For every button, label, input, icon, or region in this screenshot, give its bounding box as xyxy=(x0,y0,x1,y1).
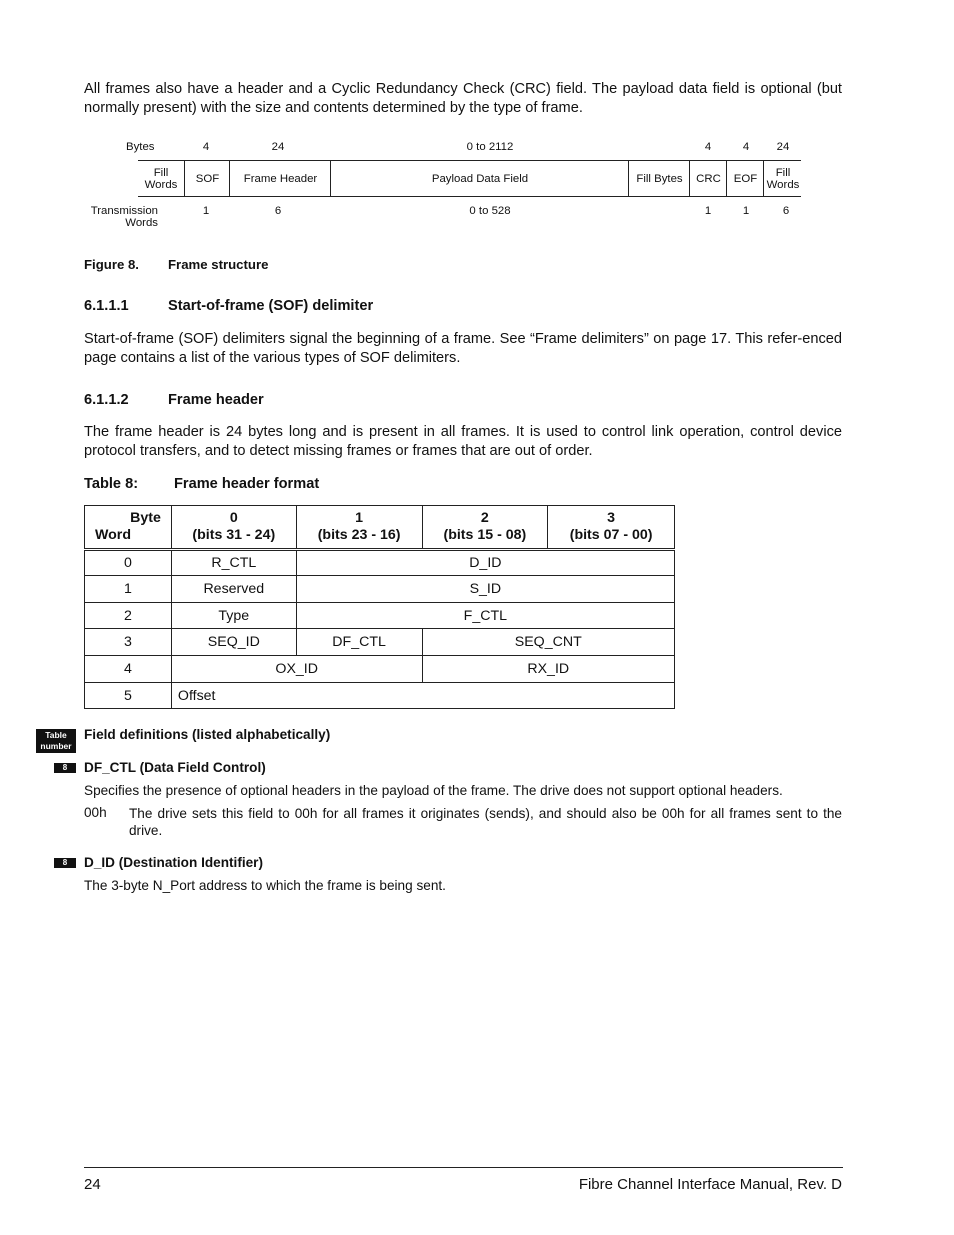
page-number: 24 xyxy=(84,1176,101,1193)
column-bits: (bits 23 - 16) xyxy=(317,527,401,543)
words-crc: 1 xyxy=(704,205,712,217)
d-id-description: The 3-byte N_Port address to which the frame is being sent. xyxy=(84,878,446,893)
column-header xyxy=(296,506,422,550)
frame-bottom-line xyxy=(138,196,801,197)
words-eof: 1 xyxy=(742,205,750,217)
table-row xyxy=(85,550,675,576)
word-number: 3 xyxy=(85,629,172,656)
field-crc: CRC xyxy=(689,161,727,196)
column-header xyxy=(422,506,548,550)
table-row xyxy=(85,656,675,683)
marker-line: Table xyxy=(45,730,67,740)
table-caption-title: Frame header format xyxy=(174,476,320,492)
section-number: 6.1.1.2 xyxy=(84,392,129,408)
table-header-row xyxy=(85,506,675,550)
table-cell: RX_ID xyxy=(422,656,675,683)
field-fill-bytes: Fill Bytes xyxy=(628,161,690,196)
bytes-crc: 4 xyxy=(704,141,712,153)
table-cell: DF_CTL xyxy=(296,629,422,656)
df-ctl-code-description: The drive sets this field to 00h for all frames it originates (sends), and should also be 00h for all frames sent to the drive. xyxy=(129,806,842,838)
column-number: 0 xyxy=(229,510,238,526)
table-row xyxy=(85,629,675,656)
df-ctl-code: 00h xyxy=(84,805,107,820)
d-id-title: D_ID (Destination Identifier) xyxy=(84,855,263,870)
footer-rule xyxy=(84,1167,843,1168)
table-caption-number: Table 8: xyxy=(84,476,139,492)
column-bits: (bits 15 - 08) xyxy=(443,527,527,543)
table-cell: OX_ID xyxy=(171,656,422,683)
field-fill-words-right: Fill Words xyxy=(763,161,802,196)
corner-word: Word xyxy=(95,527,131,543)
words-payload: 0 to 528 xyxy=(469,205,511,217)
intro-paragraph: All frames also have a header and a Cyclic Redundancy Check (CRC) field. The payload data field is optional (but normally present) with the size and contents determined by the type of frame. xyxy=(84,81,842,116)
column-number: 2 xyxy=(480,510,489,526)
bytes-fill: 24 xyxy=(776,141,790,153)
figure-caption-title: Frame structure xyxy=(168,257,269,272)
section-title: Start-of-frame (SOF) delimiter xyxy=(168,298,374,314)
table-cell: SEQ_CNT xyxy=(422,629,675,656)
section-body: The frame header is 24 bytes long and is present in all frames. It is used to control link operation, control device protocol transfers, and to detect missing frames or frames that are out of order. xyxy=(84,424,842,459)
figure-caption-number: Figure 8. xyxy=(84,257,139,272)
bytes-eof: 4 xyxy=(742,141,750,153)
table-cell: R_CTL xyxy=(171,550,296,576)
words-fill: 6 xyxy=(782,205,790,217)
table-cell: SEQ_ID xyxy=(171,629,296,656)
corner-byte: Byte xyxy=(130,510,161,526)
column-bits: (bits 07 - 00) xyxy=(569,527,653,543)
df-ctl-description: Specifies the presence of optional headers in the payload of the frame. The drive does not support optional headers. xyxy=(84,783,783,798)
marker-line: number xyxy=(40,741,72,751)
word-number: 2 xyxy=(85,603,172,629)
section-title: Frame header xyxy=(168,392,264,408)
word-number: 5 xyxy=(85,683,172,709)
column-bits: (bits 31 - 24) xyxy=(192,527,276,543)
column-number: 1 xyxy=(355,510,364,526)
field-fill-words-left: Fill Words xyxy=(144,166,178,191)
column-number: 3 xyxy=(607,510,616,526)
word-number: 1 xyxy=(85,576,172,603)
words-header: 6 xyxy=(274,205,282,217)
table-row xyxy=(85,603,675,629)
field-definitions-heading: Field definitions (listed alphabetically) xyxy=(84,727,331,742)
table-cell: Type xyxy=(171,603,296,629)
word-number: 0 xyxy=(85,550,172,576)
table-cell: F_CTL xyxy=(296,603,674,629)
manual-title: Fibre Channel Interface Manual, Rev. D xyxy=(578,1176,842,1193)
field-payload: Payload Data Field xyxy=(330,161,629,196)
table-cell: S_ID xyxy=(296,576,674,603)
bytes-payload: 0 to 2112 xyxy=(466,141,514,153)
frame-header-table xyxy=(84,505,675,709)
field-eof: EOF xyxy=(726,161,764,196)
table-cell: D_ID xyxy=(296,550,674,576)
bytes-header: 24 xyxy=(271,141,285,153)
table-cell: Offset xyxy=(171,683,674,709)
table-8-marker: 8 xyxy=(54,858,76,868)
field-frame-header: Frame Header xyxy=(229,161,331,196)
section-body: Start-of-frame (SOF) delimiters signal the beginning of a frame. See “Frame delimiters” on page 17. This refer-enced page contains a list of the various types of SOF delimiters. xyxy=(84,331,842,366)
byte-word-corner xyxy=(85,506,172,550)
column-header xyxy=(548,506,675,550)
df-ctl-title: DF_CTL (Data Field Control) xyxy=(84,760,266,775)
field-sof: SOF xyxy=(184,161,230,196)
section-number: 6.1.1.1 xyxy=(84,298,129,314)
tw-label: Transmission Words xyxy=(90,205,158,229)
words-sof: 1 xyxy=(202,205,210,217)
bytes-sof: 4 xyxy=(202,141,210,153)
table-number-marker xyxy=(36,729,76,753)
column-header xyxy=(171,506,296,550)
table-row xyxy=(85,683,675,709)
table-cell: Reserved xyxy=(171,576,296,603)
table-row xyxy=(85,576,675,603)
word-number: 4 xyxy=(85,656,172,683)
table-8-marker: 8 xyxy=(54,763,76,773)
bytes-label: Bytes xyxy=(126,141,155,153)
